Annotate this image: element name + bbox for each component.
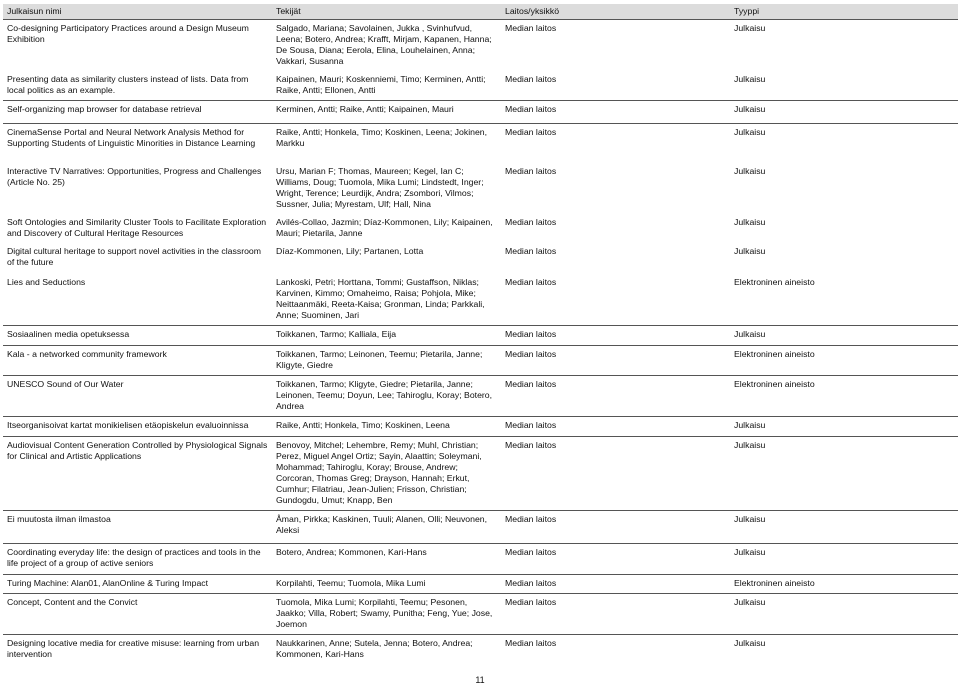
authors-cell: Benovoy, Mitchel; Lehembre, Remy; Muhl, Christian; Perez, Miguel Angel Ortiz; Sayin, Alaattin; Soleymani, Mohammad; Tahiroglu, Koray; Brouse, Andrew; Corcoran, Thomas Greg; Drayson, Hannah; Erkut, Cumhur; Filatriau, Jean-Julien; Frisson, Christian; Gundogdu, Umut; Knapp, Ben	[272, 436, 501, 510]
unit-cell: Median laitos	[501, 124, 730, 163]
table-row	[3, 345, 958, 375]
table-row	[3, 124, 958, 163]
type-cell: Julkaisu	[730, 543, 958, 574]
table-row	[3, 214, 958, 243]
authors-cell: Toikkanen, Tarmo; Kligyte, Giedre; Pietarila, Janne; Leinonen, Teemu; Doyun, Lee; Tahiroglu, Koray; Botero, Andrea	[272, 375, 501, 416]
publication-title: CinemaSense Portal and Neural Network Analysis Method for Supporting Students of Linguistic Minorities in Distance Learning	[3, 124, 272, 163]
authors-cell: Tuomola, Mika Lumi; Korpilahti, Teemu; Pesonen, Jaakko; Villa, Robert; Swamy, Punitha; Feng, Yue; Jose, Joemon	[272, 593, 501, 634]
publication-title: Concept, Content and the Convict	[3, 593, 272, 634]
table-row	[3, 436, 958, 510]
type-cell: Julkaisu	[730, 593, 958, 634]
publication-title: Kala - a networked community framework	[3, 345, 272, 375]
publication-title: Lies and Seductions	[7, 276, 86, 287]
table-row	[3, 543, 958, 574]
type-cell: Elektroninen aineisto	[730, 574, 958, 593]
type-cell: Elektroninen aineisto	[730, 375, 958, 416]
table-row	[3, 634, 958, 665]
publication-title: UNESCO Sound of Our Water	[3, 375, 272, 416]
table-row	[3, 593, 958, 634]
authors-cell: Åman, Pirkka; Kaskinen, Tuuli; Alanen, Olli; Neuvonen, Aleksi	[272, 510, 501, 543]
unit-cell: Median laitos	[505, 165, 557, 176]
type-cell: Julkaisu	[730, 436, 958, 510]
authors-cell: Díaz-Kommonen, Lily; Partanen, Lotta	[276, 245, 424, 256]
type-cell: Elektroninen aineisto	[730, 345, 958, 375]
table-row	[3, 325, 958, 345]
type-cell: Julkaisu	[730, 101, 958, 124]
unit-cell: Median laitos	[501, 20, 730, 72]
page-number: 11	[475, 675, 485, 685]
publication-title: Interactive TV Narratives: Opportunities, Progress and Challenges (Article No. 25)	[7, 165, 262, 187]
table-row	[3, 101, 958, 124]
authors-cell: Kerminen, Antti; Raike, Antti; Kaipainen, Mauri	[272, 101, 501, 124]
authors-cell: Korpilahti, Teemu; Tuomola, Mika Lumi	[272, 574, 501, 593]
authors-cell: Avilés-Collao, Jazmin; Díaz-Kommonen, Lily; Kaipainen, Mauri; Pietarila, Janne	[276, 216, 493, 238]
publication-title: Designing locative media for creative misuse: learning from urban intervention	[3, 634, 272, 665]
table-row	[3, 574, 958, 593]
unit-cell: Median laitos	[505, 74, 557, 84]
authors-cell: Ursu, Marian F; Thomas, Maureen; Kegel, Ian C; Williams, Doug; Tuomola, Mika Lumi; Lindstedt, Inger; Wright, Terence; Leurdijk, Andra; Zsombori, Vilmos; Sussner, Julia; Myrestam, Ulf; Hall, Nina	[276, 165, 484, 209]
publication-title: Turing Machine: Alan01, AlanOnline & Turing Impact	[3, 574, 272, 593]
table-row	[3, 510, 958, 543]
publication-title: Digital cultural heritage to support novel activities in the classroom of the future	[7, 245, 261, 267]
table-row	[3, 416, 958, 436]
unit-cell: Median laitos	[505, 245, 557, 256]
unit-cell: Median laitos	[505, 216, 557, 227]
type-cell: Elektroninen aineisto	[734, 276, 815, 287]
type-cell: Julkaisu	[730, 124, 958, 163]
type-cell: Julkaisu	[730, 510, 958, 543]
authors-cell: Toikkanen, Tarmo; Leinonen, Teemu; Pietarila, Janne; Kligyte, Giedre	[272, 345, 501, 375]
unit-cell: Median laitos	[501, 543, 730, 574]
authors-cell: Naukkarinen, Anne; Sutela, Jenna; Botero, Andrea; Kommonen, Kari-Hans	[272, 634, 501, 665]
authors-cell: Raike, Antti; Honkela, Timo; Koskinen, Leena; Jokinen, Markku	[272, 124, 501, 163]
publication-title: Soft Ontologies and Similarity Cluster Tools to Facilitate Exploration and Discovery of Cultural Heritage Resources	[7, 216, 267, 238]
authors-cell: Salgado, Mariana; Savolainen, Jukka , Svinhufvud, Leena; Botero, Andrea; Krafft, Mirjam, Kapanen, Hanna; De Sousa, Diana; Eerola, Elina, Louhelainen, Anna; Vakkari, Susanna	[272, 20, 501, 72]
unit-cell: Median laitos	[501, 416, 730, 436]
type-cell: Julkaisu	[730, 634, 958, 665]
publication-title: Co-designing Participatory Practices around a Design Museum Exhibition	[3, 20, 272, 72]
header-type: Tyyppi	[730, 4, 958, 20]
type-cell: Julkaisu	[734, 245, 766, 256]
publications-table	[3, 4, 958, 665]
unit-cell: Median laitos	[501, 593, 730, 634]
unit-cell: Median laitos	[501, 634, 730, 665]
table-row	[3, 375, 958, 416]
type-cell: Julkaisu	[734, 216, 766, 227]
publication-title: Sosiaalinen media opetuksessa	[3, 325, 272, 345]
type-cell: Julkaisu	[734, 74, 766, 84]
publication-title: Self-organizing map browser for database retrieval	[3, 101, 272, 124]
unit-cell: Median laitos	[501, 101, 730, 124]
authors-cell: Raike, Antti; Honkela, Timo; Koskinen, Leena	[272, 416, 501, 436]
header-title: Julkaisun nimi	[3, 4, 272, 20]
type-cell: Julkaisu	[730, 416, 958, 436]
unit-cell: Median laitos	[501, 325, 730, 345]
table-row	[3, 163, 958, 214]
authors-cell: Toikkanen, Tarmo; Kalliala, Eija	[272, 325, 501, 345]
publication-title: Itseorganisoivat kartat monikielisen etäopiskelun evaluoinnissa	[3, 416, 272, 436]
type-cell: Julkaisu	[730, 325, 958, 345]
table-row	[3, 20, 958, 72]
authors-cell: Lankoski, Petri; Horttana, Tommi; Gustaffson, Niklas; Karvinen, Kimmo; Omaheimo, Raisa; Pohjola, Mike; Neittaanmäki, Reeta-Kaisa; Gronman, Linda; Parkkali, Anne; Suominen, Jari	[276, 276, 485, 320]
type-cell: Julkaisu	[730, 20, 958, 72]
type-cell: Julkaisu	[734, 165, 766, 176]
table-row	[3, 243, 958, 274]
unit-cell: Median laitos	[501, 436, 730, 510]
publication-title: Ei muutosta ilman ilmastoa	[3, 510, 272, 543]
publication-title: Coordinating everyday life: the design of practices and tools in the life project of a group of active seniors	[3, 543, 272, 574]
table-header-row	[3, 4, 958, 20]
publication-title: Audiovisual Content Generation Controlled by Physiological Signals for Clinical and Artistic Applications	[3, 436, 272, 510]
authors-cell: Botero, Andrea; Kommonen, Kari-Hans	[272, 543, 501, 574]
unit-cell: Median laitos	[501, 345, 730, 375]
header-unit: Laitos/yksikkö	[501, 4, 730, 20]
table-row	[3, 71, 958, 101]
unit-cell: Median laitos	[501, 510, 730, 543]
unit-cell: Median laitos	[501, 375, 730, 416]
unit-cell: Median laitos	[505, 276, 557, 287]
unit-cell: Median laitos	[501, 574, 730, 593]
table-row	[3, 274, 958, 326]
publication-title: Presenting data as similarity clusters instead of lists. Data from local politics as an example.	[7, 74, 249, 95]
authors-cell: Kaipainen, Mauri; Koskenniemi, Timo; Kerminen, Antti; Raike, Antti; Ellonen, Antti	[276, 74, 486, 95]
header-authors: Tekijät	[272, 4, 501, 20]
